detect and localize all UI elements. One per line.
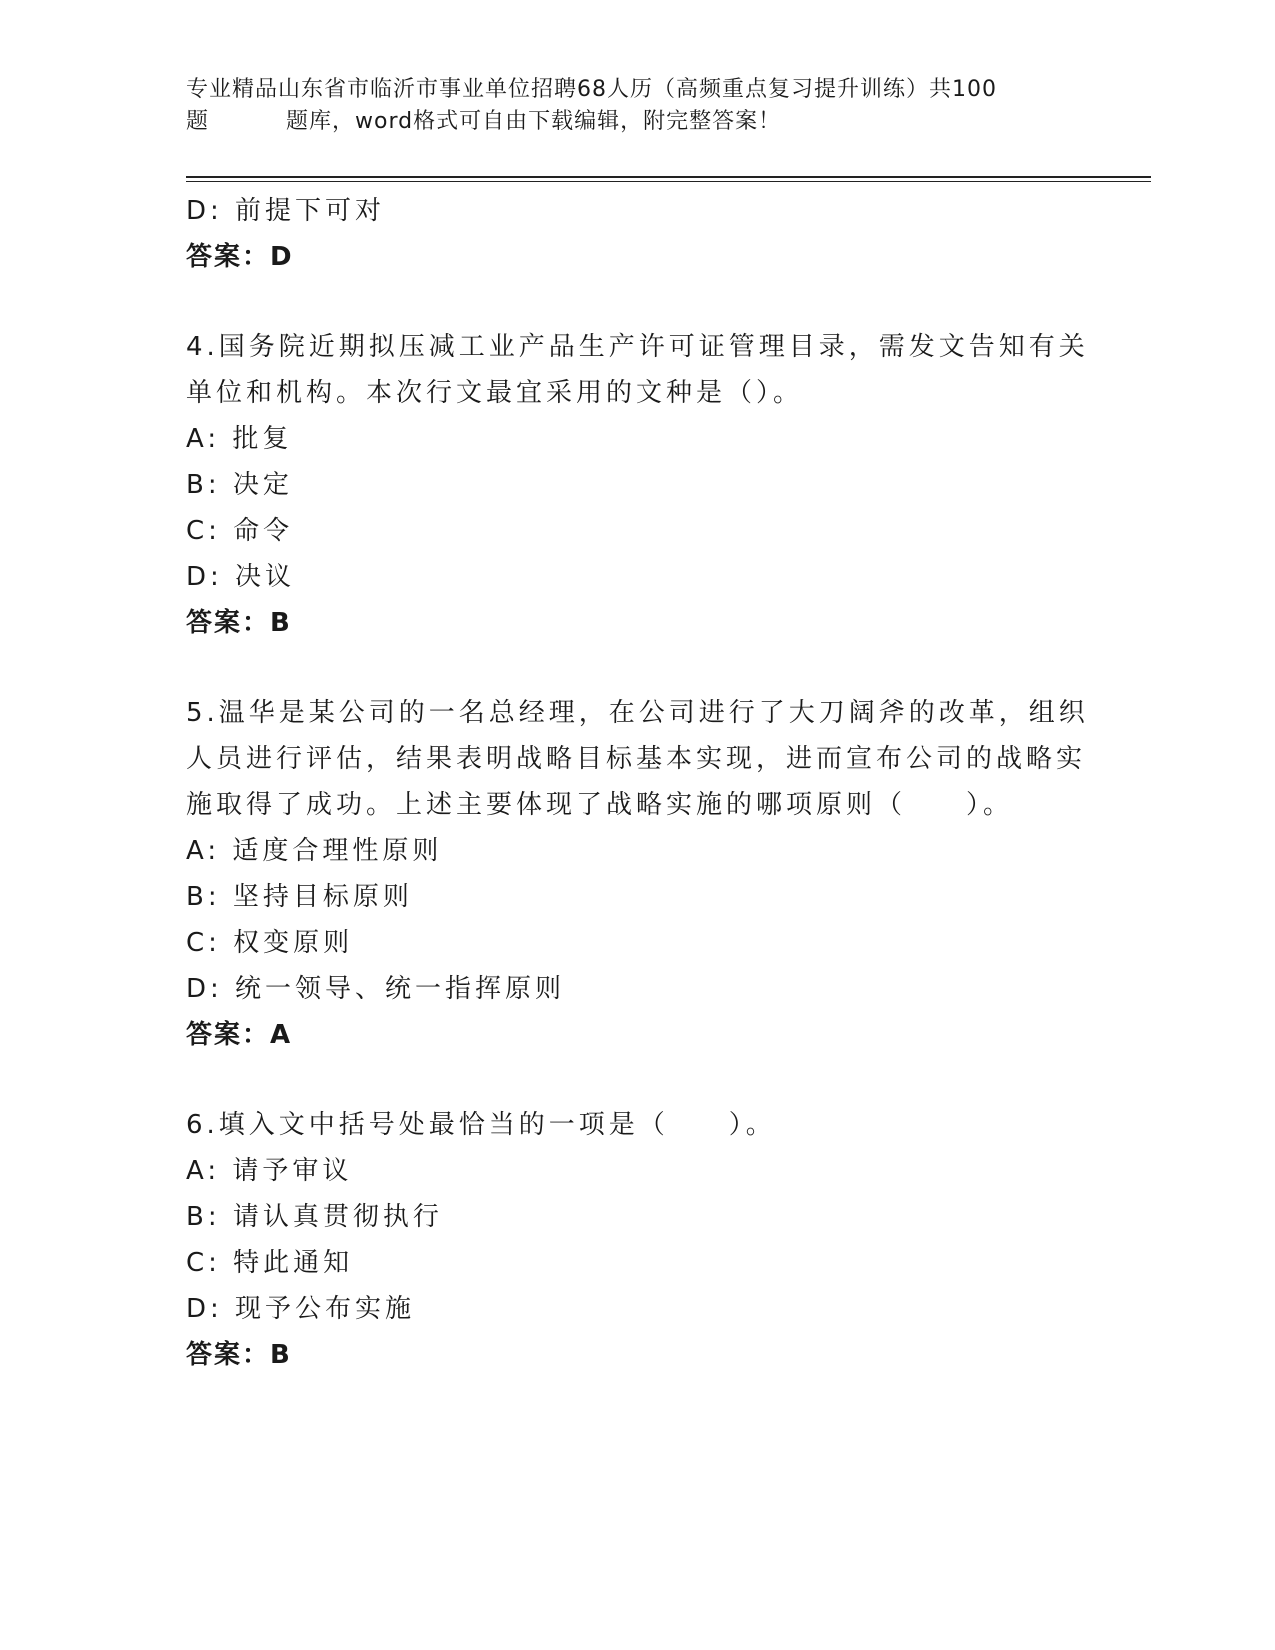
option-a: A: 适度合理性原则 <box>186 836 443 866</box>
answer-line: 答案：A <box>186 1020 293 1050</box>
spacer <box>186 280 1066 324</box>
option-d: D: 决议 <box>186 562 296 592</box>
question-6 <box>186 1102 1066 1378</box>
option-a: A: 请予审议 <box>186 1156 353 1186</box>
question-text-line: 单位和机构。本次行文最宜采用的文种是（）。 <box>186 378 804 408</box>
answer-line: 答案：B <box>186 1340 292 1370</box>
option-c: C: 特此通知 <box>186 1248 354 1278</box>
option-b: B: 决定 <box>186 470 293 500</box>
option-a: A: 批复 <box>186 424 293 454</box>
question-text-line: 6.填入文中括号处最恰当的一项是（ ）。 <box>186 1110 776 1140</box>
previous-question-tail <box>186 188 1066 280</box>
option-b: B: 坚持目标原则 <box>186 882 413 912</box>
option-c: C: 权变原则 <box>186 928 354 958</box>
question-text-line: 5.温华是某公司的一名总经理，在公司进行了大刀阔斧的改革，组织 <box>186 698 1089 728</box>
option-c: C: 命令 <box>186 516 294 546</box>
question-4 <box>186 324 1089 646</box>
option-d: D: 现予公布实施 <box>186 1294 416 1324</box>
question-text-line: 4.国务院近期拟压减工业产品生产许可证管理目录，需发文告知有关 <box>186 332 1089 362</box>
option-d: D: 前提下可对 <box>186 196 386 226</box>
header-divider-thick <box>186 176 1151 178</box>
answer-line: 答案：B <box>186 608 292 638</box>
header-divider-thin <box>186 181 1151 182</box>
header-title-line2-right: 题库，word格式可自由下载编辑，附完整答案！ <box>286 109 782 134</box>
page-header <box>186 74 1086 138</box>
answer-line: 答案：D <box>186 242 294 272</box>
question-5 <box>186 690 1089 1058</box>
header-title-line2-left: 题 <box>186 109 210 134</box>
question-content <box>186 188 1089 1378</box>
spacer <box>186 1058 1066 1102</box>
header-title-line2 <box>186 106 1086 138</box>
option-b: B: 请认真贯彻执行 <box>186 1202 443 1232</box>
question-text-line: 施取得了成功。上述主要体现了战略实施的哪项原则（ ）。 <box>186 790 1014 820</box>
option-d: D: 统一领导、统一指挥原则 <box>186 974 566 1004</box>
header-title-line1: 专业精品山东省市临沂市事业单位招聘68人历（高频重点复习提升训练）共100 <box>186 77 997 102</box>
spacer <box>186 646 1066 690</box>
question-text-line: 人员进行评估，结果表明战略目标基本实现，进而宣布公司的战略实 <box>186 744 1087 774</box>
